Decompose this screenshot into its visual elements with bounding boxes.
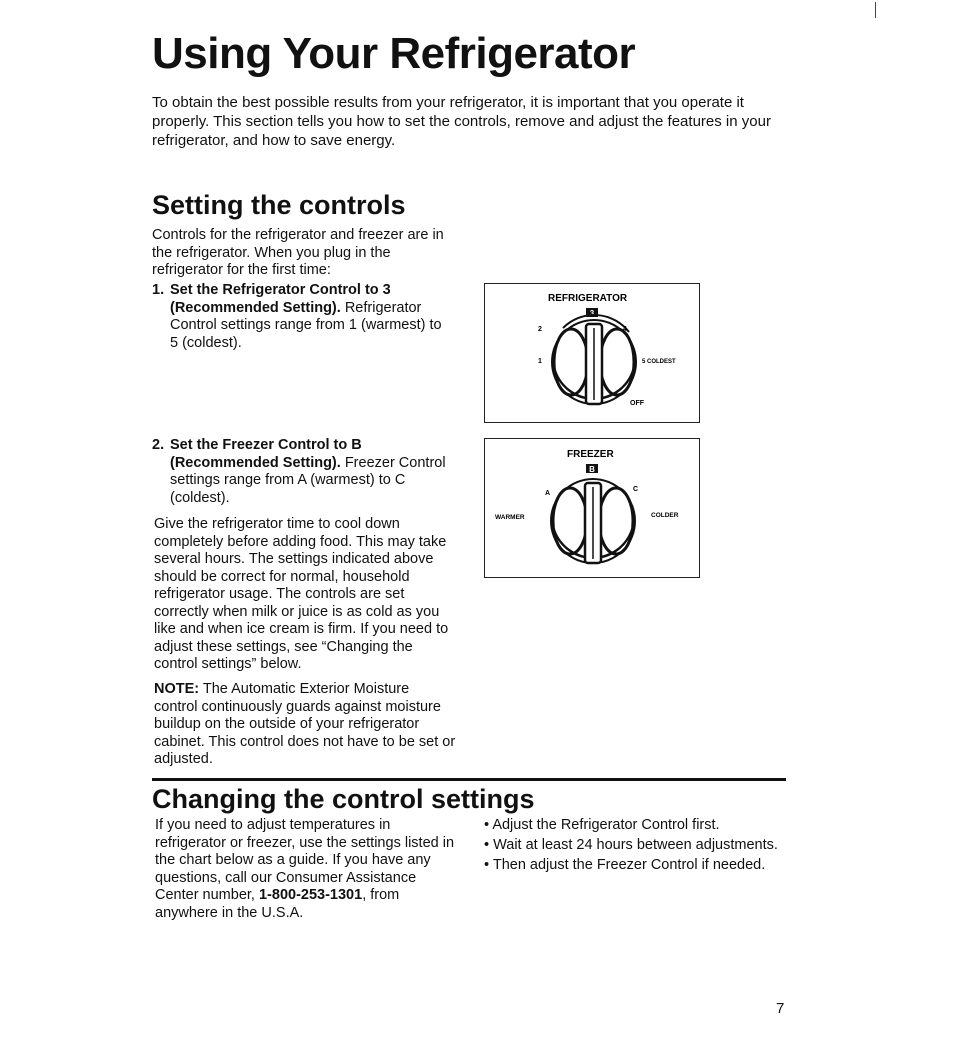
- refrigerator-setting-badge: 3: [589, 309, 595, 318]
- bullet-item: • Wait at least 24 hours between adjustments.: [484, 835, 804, 855]
- section-heading-changing-controls: Changing the control settings: [152, 784, 535, 814]
- step-2: [152, 437, 452, 507]
- refrigerator-mark-off: OFF: [630, 400, 644, 407]
- freezer-mark-c: C: [633, 486, 639, 493]
- refrigerator-control-diagram: [484, 283, 700, 423]
- note-text: The Automatic Exterior Moisture control continuously guards against moisture buildup on the outside of your refrigerator cabinet. This control does not have to be set or adjusted.: [154, 681, 456, 767]
- refrigerator-mark-2: 2: [538, 326, 542, 333]
- changing-text-pre: If you need to adjust temperatures in refrigerator or freezer, use the settings listed in the chart below as a guide. If you have any questions, call our Consumer Assistance Center number,: [155, 817, 455, 903]
- refrigerator-mark-4: 4: [623, 326, 627, 333]
- refrigerator-dial-label: REFRIGERATOR: [548, 293, 628, 304]
- freezer-dial-drawing: [485, 439, 699, 577]
- section-heading-setting-controls: Setting the controls: [152, 190, 406, 220]
- changing-text-post: , from anywhere in the U.S.A.: [155, 887, 400, 921]
- refrigerator-mark-5-coldest: 5 COLDEST: [642, 359, 676, 365]
- refrigerator-mark-1: 1: [538, 358, 542, 365]
- note-label: NOTE:: [154, 681, 200, 697]
- step-2-heading: Set the Freezer Control to B (Recommended Setting).: [170, 437, 362, 471]
- freezer-setting-badge: B: [589, 465, 595, 474]
- step-2-text: Freezer Control settings range from A (warmest) to C (coldest).: [170, 454, 446, 506]
- setting-intro: Controls for the refrigerator and freezer are in the refrigerator. When you plug in the refrigerator for the first time:: [152, 227, 444, 278]
- step-1: [152, 282, 452, 352]
- refrigerator-dial-drawing: [485, 284, 699, 422]
- bullet-item: • Then adjust the Freezer Control if needed.: [484, 855, 804, 875]
- give-time-paragraph: Give the refrigerator time to cool down completely before adding food. This may take several hours. The settings indicated above should be correct for normal, household refrigerator usage. The controls are set correctly when milk or juice is as cold as you like and when ice cream is firm. If you need to adjust these settings, see “Changing the control settings” below.: [154, 516, 449, 672]
- step-1-number: 1.: [152, 282, 165, 298]
- freezer-mark-colder: COLDER: [651, 512, 679, 519]
- step-1-heading: Set the Refrigerator Control to 3 (Recommended Setting).: [170, 282, 391, 316]
- step-1-text: Refrigerator Control settings range from 1 (warmest) to 5 (coldest).: [170, 299, 442, 351]
- note-paragraph: [154, 681, 456, 769]
- intro-paragraph: To obtain the best possible results from your refrigerator, it is important that you operate it properly. This section tells you how to set the controls, remove and adjust the features in your refrigerator, and how to save energy.: [152, 94, 771, 149]
- freezer-mark-warmer: WARMER: [495, 514, 525, 521]
- step-2-number: 2.: [152, 437, 165, 453]
- freezer-dial-label: FREEZER: [567, 449, 614, 460]
- page-title: Using Your Refrigerator: [152, 29, 636, 78]
- changing-bullet-list: [484, 815, 804, 875]
- page-number: 7: [776, 1000, 785, 1017]
- consumer-assistance-phone: 1-800-253-1301: [258, 887, 363, 903]
- freezer-control-diagram: [484, 438, 700, 578]
- bullet-item: • Adjust the Refrigerator Control first.: [484, 815, 804, 835]
- section-divider: [152, 778, 786, 781]
- changing-paragraph: [155, 817, 460, 922]
- freezer-mark-a: A: [545, 490, 551, 497]
- page-corner-mark: [875, 2, 876, 18]
